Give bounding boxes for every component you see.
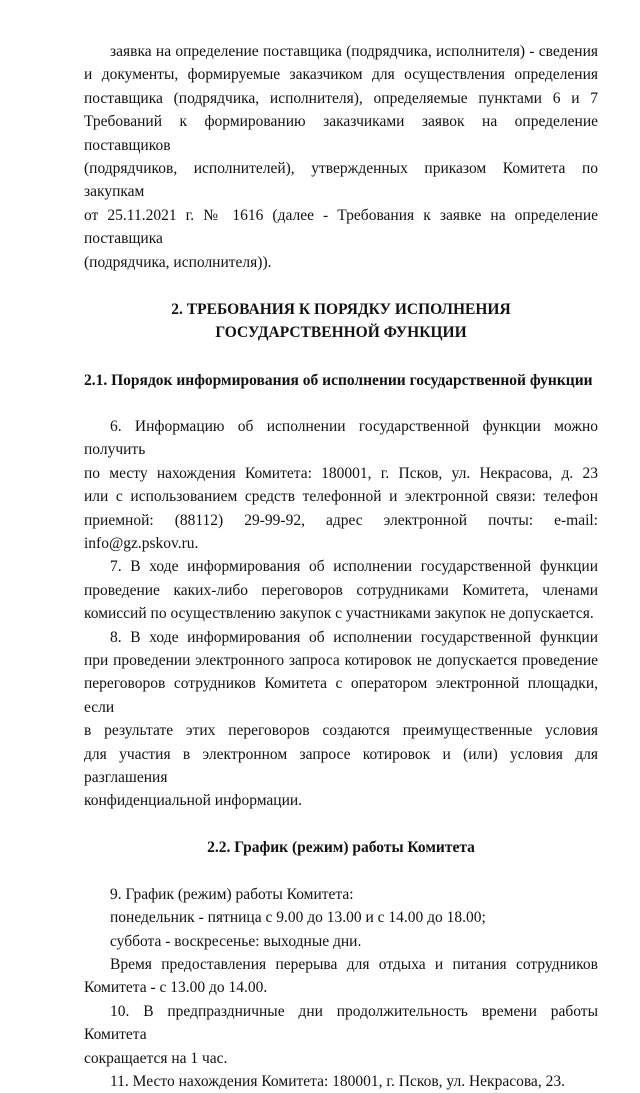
text-line: переговоров сотрудников Комитета с оператором электронной площадки, если [84,675,598,716]
paragraph-9 [84,883,598,953]
paragraph-10 [84,1000,598,1070]
text-line: комиссий по осуществлению закупок с участниками закупок не допускается. [84,605,594,623]
text-line: (подрядчиков, исполнителей), утвержденных приказом Комитета по закупкам [84,160,598,201]
text-line: конфиденциальной информации. [84,792,303,810]
text-line: 10. В предпраздничные дни продолжительность времени работы Комитета [84,1002,598,1044]
paragraph-7 [84,555,598,625]
paragraph-11: 11. Место нахождения Комитета: 180001, г. Псков, ул. Некрасова, 23. [110,1073,565,1091]
text-line: понедельник - пятница с 9.00 до 13.00 и с 14.00 до 18.00; [110,909,486,927]
text-line: заявка на определение поставщика (подрядчика, исполнителя) - сведения [110,43,598,60]
text-line: для участия в электронном запросе котировок и (или) условия для разглашения [84,745,598,786]
intro-paragraph [84,40,598,274]
text-line: по месту нахождения Комитета: 180001, г. Псков, ул. Некрасова, д. 23 [84,464,598,482]
break-paragraph [84,953,598,1000]
text-line: при проведении электронного запроса котировок не допускается проведение [84,651,598,669]
text-line: проведение каких-либо переговоров сотрудниками Комитета, членами [84,581,598,599]
section-2-heading-line: ГОСУДАРСТВЕННОЙ ФУНКЦИИ [215,324,467,342]
section-2-heading-line: 2. ТРЕБОВАНИЯ К ПОРЯДКУ ИСПОЛНЕНИЯ [171,301,511,319]
text-line: сокращается на 1 час. [84,1049,228,1067]
text-line: приемной: (88112) 29-99-92, адрес электронной почты: e-mail: info@gz.pskov.ru. [84,511,598,552]
section-2-heading [84,298,598,345]
text-line: 7. В ходе информирования об исполнении государственной функции [110,558,598,576]
text-line: от 25.11.2021 г. № 1616 (далее - Требования к заявке на определение поставщика [84,206,598,248]
paragraph-6 [84,415,598,555]
text-line: поставщика (подрядчика, исполнителя), определяемые пунктами 6 и 7 [84,89,598,107]
paragraph-8 [84,626,598,813]
text-line: Требований к формированию заказчиками заявок на определение поставщиков [84,113,598,154]
text-line: Время предоставления перерыва для отдыха и питания сотрудников [110,956,598,973]
text-line: 6. Информацию об исполнении государственной функции можно получить [84,417,598,459]
text-line: и документы, формируемые заказчиком для осуществления определения [84,66,598,84]
text-line: 9. График (режим) работы Комитета: [110,885,354,903]
text-line: суббота - воскресенье: выходные дни. [110,932,362,950]
text-line: Комитета - с 13.00 до 14.00. [84,979,268,997]
text-line: 8. В ходе информирования об исполнении государственной функции [110,628,598,646]
section-2-2-heading: 2.2. График (режим) работы Комитета [207,838,475,856]
text-line: или с использованием средств телефонной и электронной связи: телефон [84,488,598,506]
text-line: (подрядчика, исполнителя)). [84,253,272,271]
text-line: в результате этих переговоров создаются преимущественные условия [84,722,598,740]
section-2-1-heading: 2.1. Порядок информирования об исполнении государственной функции [84,371,593,389]
document-page [84,40,598,1093]
